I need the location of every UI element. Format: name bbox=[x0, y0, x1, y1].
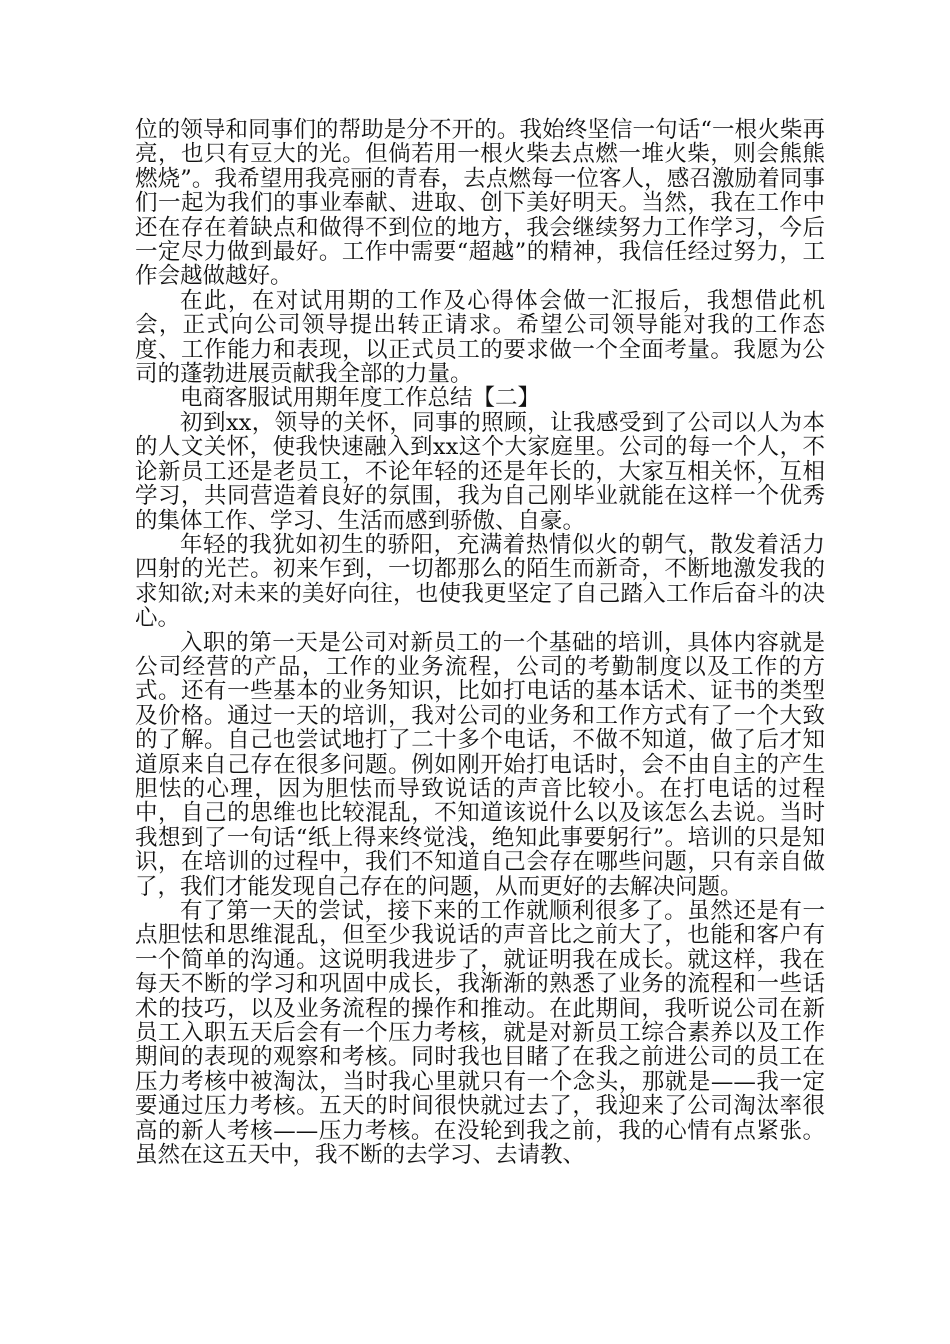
document-body bbox=[135, 118, 825, 1167]
paragraph-progress: 有了第一天的尝试，接下来的工作就顺利很多了。虽然还是有一点胆怯和思维混乱，但至少我说话的声音比之前大了，也能和客户有一个简单的沟通。这说明我进步了，就证明我在成长。就这样，我在每天不断的学习和巩固中成长，我渐渐的熟悉了业务的流程和一些话术的技巧，以及业务流程的操作和推动。在此期间，我听说公司在新员工入职五天后会有一个压力考核，就是对新员工综合素养以及工作期间的表现的观察和考核。同时我也目睹了在我之前进公司的员工在压力考核中被淘汰，当时我心里就只有一个念头，那就是——我一定要通过压力考核。五天的时间很快就过去了，我迎来了公司淘汰率很高的新人考核——压力考核。在没轮到我之前，我的心情有点紧张。虽然在这五天中，我不断的去学习、去请教、 bbox=[135, 898, 825, 1169]
paragraph-arrival: 初到xx，领导的关怀，同事的照顾，让我感受到了公司以人为本的人文关怀，使我快速融入到xx这个大家庭里。公司的每一个人，不论新员工还是老员工，不论年轻的还是年长的，大家互相关怀，互相学习，共同营造着良好的氛围，我为自己刚毕业就能在这样一个优秀的集体工作、学习、生活而感到骄傲、自豪。 bbox=[135, 409, 825, 534]
paragraph-youth: 年轻的我犹如初生的骄阳，充满着热情似火的朝气，散发着活力四射的光芒。初来乍到，一切都那么的陌生而新奇，不断地激发我的求知欲;对未来的美好向往，也使我更坚定了自己踏入工作后奋斗的决心。 bbox=[135, 531, 825, 632]
paragraph-first-day: 入职的第一天是公司对新员工的一个基础的培训，具体内容就是公司经营的产品，工作的业务流程，公司的考勤制度以及工作的方式。还有一些基本的业务知识，比如打电话的基本话术、证书的类型及价格。通过一天的培训，我对公司的业务和工作方式有了一个大致的了解。自己也尝试地打了二十多个电话，不做不知道，做了后才知道原来自己存在很多问题。例如刚开始打电话时，会不由自主的产生胆怯的心理，因为胆怯而导致说话的声音比较小。在打电话的过程中，自己的思维也比较混乱，不知道该说什么以及该怎么去说。当时我想到了一句话“纸上得来终觉浅，绝知此事要躬行”。培训的只是知识，在培训的过程中，我们不知道自己会存在哪些问题，只有亲自做了，我们才能发现自己存在的问题，从而更好的去解决问题。 bbox=[135, 629, 825, 900]
paragraph-promotion-request: 在此，在对试用期的工作及心得体会做一汇报后，我想借此机会，正式向公司领导提出转正请求。希望公司领导能对我的工作态度、工作能力和表现，以正式员工的要求做一个全面考量。我愿为公司的蓬勃进展贡献我全部的力量。 bbox=[135, 287, 825, 388]
paragraph-continuation: 位的领导和同事们的帮助是分不开的。我始终坚信一句话“一根火柴再亮，也只有豆大的光。但倘若用一根火柴去点燃一堆火柴，则会熊熊燃烧”。我希望用我亮丽的青春，去点燃每一位客人，感召激励着同事们一起为我们的事业奉献、进取、创下美好明天。当然，我在工作中还在存在着缺点和做得不到位的地方，我会继续努力工作学习，今后一定尽力做到最好。工作中需要“超越”的精神，我信任经过努力，工作会越做越好。 bbox=[135, 117, 825, 290]
section-heading: 电商客服试用期年度工作总结【二】 bbox=[180, 385, 541, 412]
